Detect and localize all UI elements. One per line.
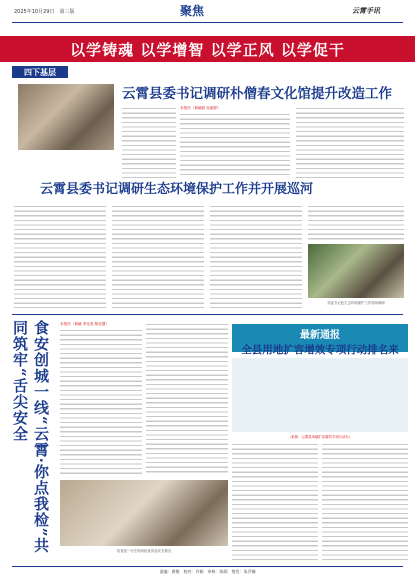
article2-photo-caption: 县委书记赴生态环境保护工作现场调研 bbox=[327, 301, 385, 305]
issue-date: 2025年10月29日 第三版 bbox=[14, 9, 75, 15]
page-header bbox=[0, 0, 415, 34]
article3-photo-caption: 检查组一行在现场检查食品安全情况 bbox=[116, 549, 172, 553]
news-body-col2 bbox=[322, 442, 408, 560]
article2-photo bbox=[308, 244, 404, 298]
header-rule bbox=[12, 22, 403, 23]
paper-name: 云霄手讯 bbox=[352, 7, 380, 15]
section-divider bbox=[12, 314, 403, 315]
article1-title: 云霄县委书记调研朴僧春文化馆提升改造工作 bbox=[122, 86, 392, 102]
news-body-col1 bbox=[232, 442, 318, 560]
article1-body-col1 bbox=[180, 112, 290, 178]
article1-body-col2 bbox=[296, 106, 404, 178]
article3-photo bbox=[60, 480, 228, 546]
section-title: 聚焦 bbox=[180, 4, 205, 18]
slogan-banner: 以学铸魂 以学增智 以学正风 以学促干 bbox=[0, 36, 415, 62]
news-label: 最新通报 bbox=[300, 330, 340, 341]
article2-body-col2 bbox=[112, 204, 204, 308]
article3-byline: 本报讯（黄晓 李光美 陈佳慧） bbox=[60, 322, 110, 326]
article2-title: 云霄县委书记调研生态环境保护工作并开展巡河 bbox=[40, 182, 314, 197]
article2-body-col3 bbox=[210, 204, 302, 308]
article2-body-col4 bbox=[308, 204, 404, 242]
article3-body-col1 bbox=[60, 328, 142, 476]
article1-body-left bbox=[122, 106, 176, 178]
news-headline: 全县用地扩容增效专项行动排名来 bbox=[241, 344, 399, 356]
column-tag: 四下基层 bbox=[12, 66, 68, 78]
ranking-table-image bbox=[232, 358, 408, 432]
article1-byline: 本报讯（黄晓群 吴丽婷） bbox=[180, 106, 221, 110]
article2-body-col1 bbox=[14, 204, 106, 308]
article3-body-col2 bbox=[146, 322, 228, 476]
article3-vertical-title: 食安创城一线“云霄·你点我检”共同筑牢“舌尖安全 bbox=[11, 320, 50, 554]
article1-photo bbox=[18, 84, 114, 150]
news-caption: （来源：云霄县用地扩容增效专项行动办） bbox=[287, 435, 353, 439]
page-footer: 责编：黄敏 校对：许娟 审核：陈炳 签发：朱乔楠 bbox=[12, 566, 403, 577]
